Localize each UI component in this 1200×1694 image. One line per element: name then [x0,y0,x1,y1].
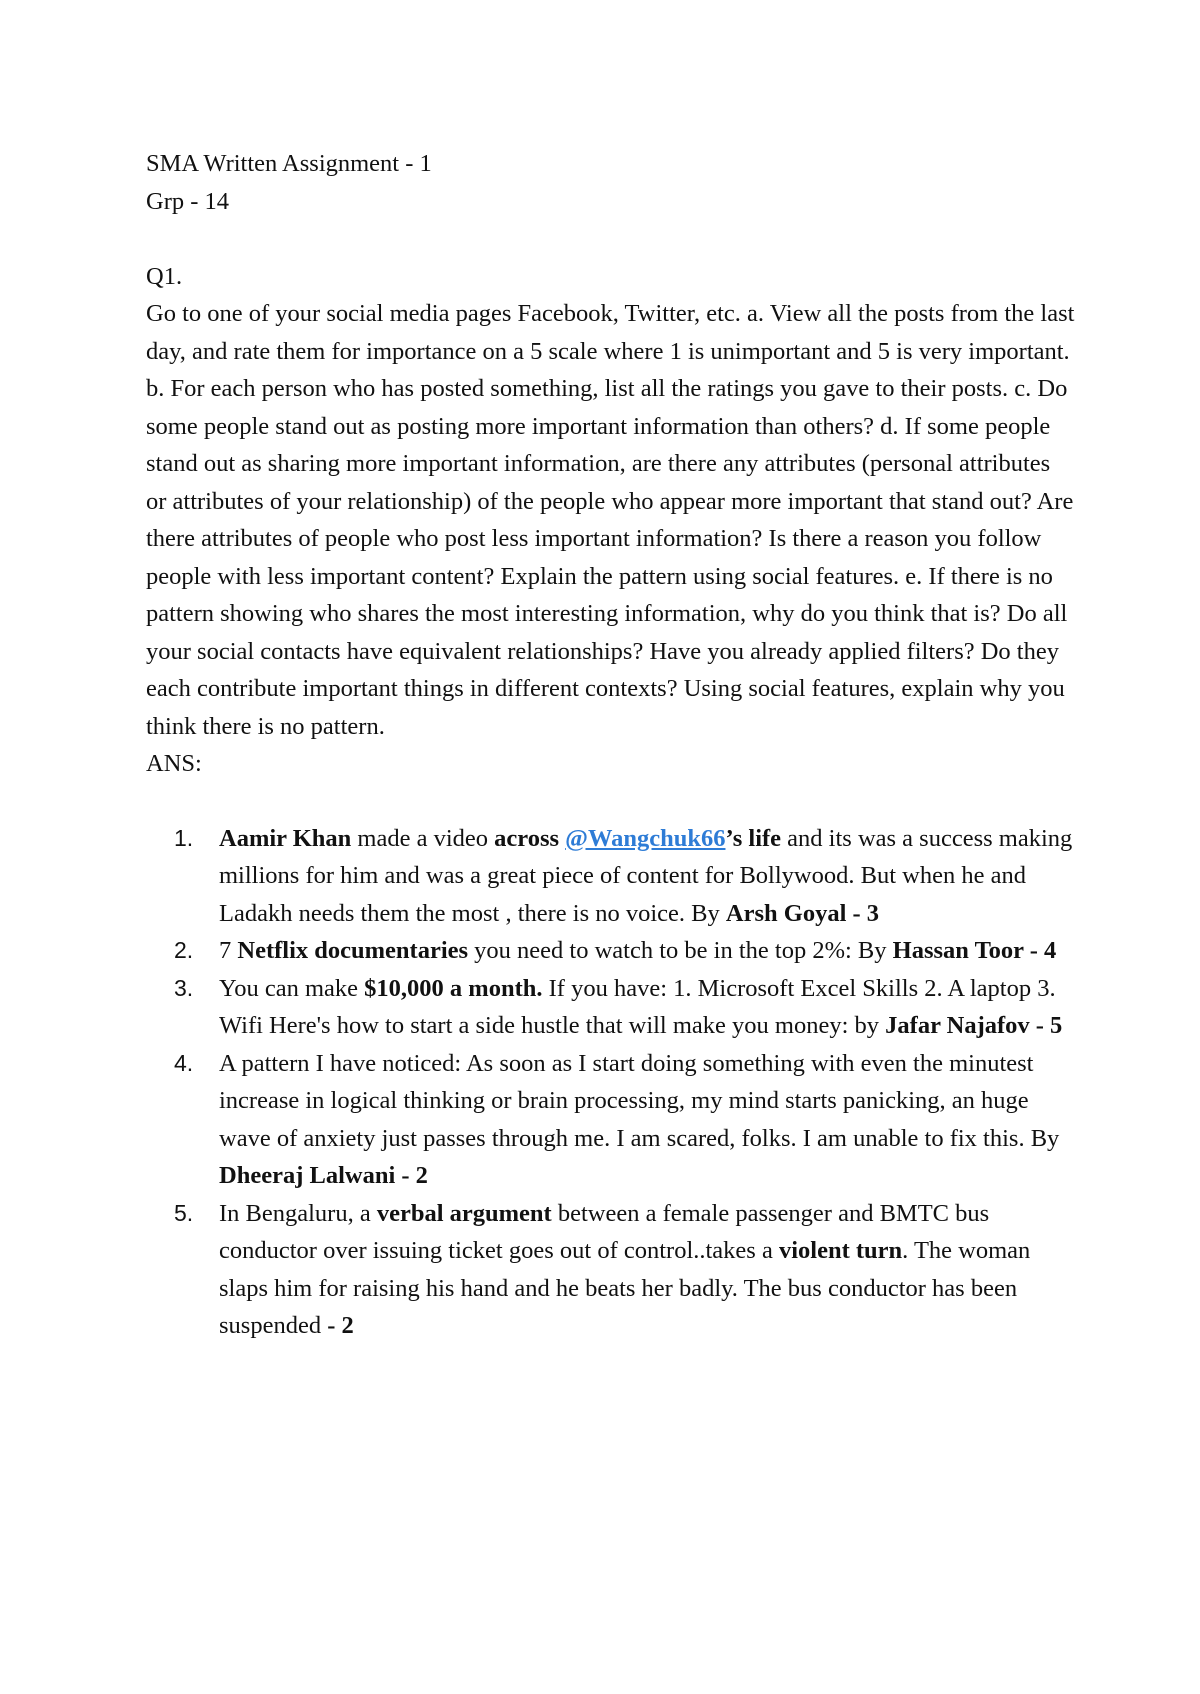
question-block [146,258,1076,783]
answer-item-3 [146,970,1076,1045]
answer-item-4 [146,1045,1076,1195]
answer-text: 7 Netflix documentaries you need to watch to be in the top 2%: By Hassan Toor - 4 [219,937,1057,964]
list-number: 4. [174,1049,194,1076]
answer-text: You can make $10,000 a month. If you have: 1. Microsoft Excel Skills 2. A laptop 3. Wifi Here's how to start a side hustle that will make you money: by Jafar Najafov - 5 [219,974,1063,1039]
spacer [146,220,1076,258]
answer-text: In Bengaluru, a verbal argument between a female passenger and BMTC bus conductor over issuing ticket goes out of control..takes a violent turn. The woman slaps him for raising his hand and he beats her badly. The bus conductor has been suspended - 2 [219,1199,1031,1339]
group-label: Grp - 14 [146,187,230,215]
list-number: 3. [174,974,194,1001]
question-text: Go to one of your social media pages Facebook, Twitter, etc. a. View all the posts from the last day, and rate them for importance on a 5 scale where 1 is unimportant and 5 is very important. b. For each person who has posted something, list all the ratings you gave to their posts. c. Do some people stand out as posting more important information than others? d. If some people stand out as sharing more important information, are there any attributes (personal attributes or attributes of your relationship) of the people who appear more important that stand out? Are there attributes of people who post less important information? Is there a reason you follow people with less important content? Explain the pattern using social features. e. If there is no pattern showing who shares the most interesting information, why do you think that is? Do all your social contacts have equivalent relationships? Have you already applied filters? Do they each contribute important things in different contexts? Using social features, explain why you think there is no pattern. [146,300,1075,740]
author-rating: - 2 [327,1312,354,1339]
answer-item-2 [146,932,1076,970]
author-rating: Hassan Toor - 4 [892,937,1057,964]
answer-list [146,820,1076,1345]
author-name: Aamir Khan [219,824,352,852]
author-rating: Dheeraj Lalwani - 2 [219,1162,428,1189]
answer-label: ANS: [146,750,202,777]
answer-item-5 [146,1195,1076,1345]
assignment-title: SMA Written Assignment - 1 [146,150,432,177]
answer-item-1 [146,820,1076,933]
author-rating: Arsh Goyal - 3 [725,899,880,927]
answer-text: Aamir Khan made a video across @Wangchuk66’s life and its was a success making millions for him and was a great piece of content for Bollywood. But when he and Ladakh needs them the most , there is no voice. By Arsh Goyal - 3 [219,824,1073,927]
list-number: 1. [174,824,194,851]
author-rating: Jafar Najafov - 5 [885,1012,1063,1039]
document-page [146,145,1076,1345]
question-label: Q1. [146,262,183,290]
list-number: 2. [174,937,194,963]
list-number: 5. [174,1199,194,1226]
mention-link[interactable]: @Wangchuk66 [565,824,726,852]
answer-text: A pattern I have noticed: As soon as I start doing something with even the minutest increase in logical thinking or brain processing, my mind starts panicking, an huge wave of anxiety just passes through me. I am scared, folks. I am unable to fix this. By Dheeraj Lalwani - 2 [219,1049,1060,1189]
